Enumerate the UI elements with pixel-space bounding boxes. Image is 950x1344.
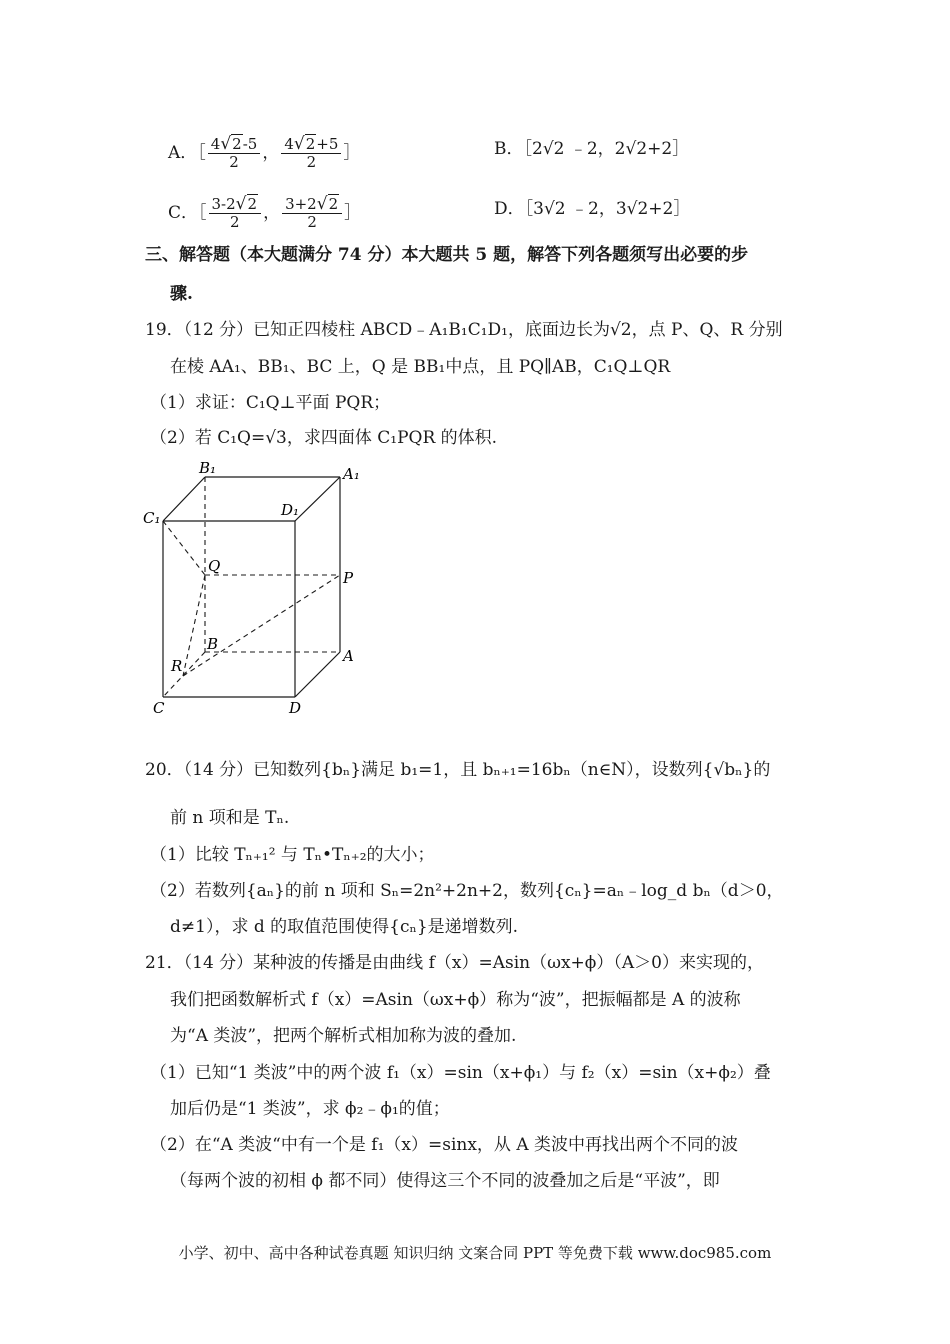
label-c1: C₁: [143, 509, 161, 527]
edge-da: [295, 652, 340, 697]
q19-line2: 在棱 AA₁、BB₁、BC 上，Q 是 BB₁中点，且 PQ∥AB，C₁Q⊥QR: [170, 357, 671, 377]
label-a1: A₁: [343, 465, 360, 483]
option-d: [494, 197, 690, 221]
q19-part2: （2）若 C₁Q=√3，求四面体 C₁PQR 的体积.: [150, 428, 498, 448]
option-a-open: ［: [197, 143, 206, 163]
section3-heading-cont: 骤.: [170, 284, 193, 304]
q20-line1: 20．（14 分）已知数列{bₙ}满足 b₁=1，且 bₙ₊₁=16bₙ（n∈N），设数列{√bₙ}的: [145, 760, 771, 780]
q21-line1: 21．（14 分）某种波的传播是由曲线 f（x）=Asin（ωx+ϕ）（A＞0）来实现的，: [145, 953, 764, 973]
option-b: [494, 137, 689, 161]
label-b1: B₁: [199, 459, 217, 477]
edge-b1c1: [163, 477, 205, 521]
label-b: B: [207, 635, 219, 653]
label-p: P: [343, 569, 354, 587]
q21-line3: 为“A 类波”，把两个解析式相加称为波的叠加.: [170, 1026, 517, 1046]
label-c: C: [153, 699, 165, 717]
q20-part2b: d≠1），求 d 的取值范围使得{cₙ}是递增数列.: [170, 917, 519, 937]
option-d-text: ［3√2 ﹣2，3√2+2］: [524, 199, 691, 219]
q19-line1: 19．（12 分）已知正四棱柱 ABCD﹣A₁B₁C₁D₁，底面边长为√2，点 P、Q、R 分别: [145, 320, 783, 340]
label-a: A: [343, 647, 354, 665]
option-a-frac1: $\frac{4√2-5}{2}$: [208, 136, 261, 171]
edge-a1d1: [295, 477, 340, 521]
q21-line2: 我们把函数解析式 f（x）=Asin（ωx+ϕ）称为“波”，把振幅都是 A 的波称: [170, 990, 741, 1010]
segment-rp: [183, 575, 340, 676]
label-r: R: [171, 657, 183, 675]
option-c-frac1: $\frac{3-2√2}{2}$: [209, 196, 262, 231]
prism-figure: [135, 455, 375, 720]
q21-part2b: （每两个波的初相 ϕ 都不同）使得这三个不同的波叠加之后是“平波”，即: [170, 1171, 720, 1191]
option-c-frac2: $\frac{3+2√2}{2}$: [282, 196, 342, 231]
q21-part1b: 加后仍是“1 类波”，求 ϕ₂﹣ϕ₁的值；: [170, 1099, 450, 1119]
q20-line2: 前 n 项和是 Tₙ.: [170, 808, 290, 828]
option-a-frac2: $\frac{4√2+5}{2}$: [281, 136, 341, 171]
label-d1: D₁: [281, 501, 300, 519]
option-a: A．［ $\frac{4√2-5}{2}$ ， $\frac{4√2+5}{2}$ ］: [168, 134, 361, 171]
label-q: Q: [208, 557, 221, 575]
page-footer: 小学、初中、高中各种试卷真题 知识归纳 文案合同 PPT 等免费下载 www.doc985.com: [178, 1244, 772, 1262]
q19-part1: （1）求证：C₁Q⊥平面 PQR；: [150, 393, 391, 413]
segment-qr: [183, 575, 205, 676]
option-b-text: ［2√2 ﹣2，2√2+2］: [523, 139, 690, 159]
option-c-label: C．: [168, 203, 199, 223]
option-d-label: D．: [494, 199, 525, 219]
q21-part2a: （2）在“A 类波“中有一个是 f₁（x）=sinx，从 A 类波中再找出两个不同的波: [150, 1135, 739, 1155]
q20-part2a: （2）若数列{aₙ}的前 n 项和 Sₙ=2n²+2n+2，数列{cₙ}=aₙ﹣log_d bₙ（d＞0，: [150, 881, 784, 901]
q21-part1a: （1）已知“1 类波”中的两个波 f₁（x）=sin（x+ϕ₁）与 f₂（x）=sin（x+ϕ₂）叠: [150, 1063, 771, 1083]
section3-heading: 三、解答题（本大题满分 74 分）本大题共 5 题，解答下列各题须写出必要的步: [145, 245, 749, 265]
option-b-label: B．: [494, 139, 524, 159]
hidden-edge-bc: [163, 652, 205, 697]
segment-c1q: [163, 521, 205, 575]
option-c: C．［ $\frac{3-2√2}{2}$ ， $\frac{3+2√2}{2}$ ］: [168, 194, 362, 231]
option-a-label: A．: [168, 143, 198, 163]
label-d: D: [289, 699, 302, 717]
q20-part1: （1）比较 Tₙ₊₁² 与 Tₙ•Tₙ₊₂的大小；: [150, 845, 435, 865]
